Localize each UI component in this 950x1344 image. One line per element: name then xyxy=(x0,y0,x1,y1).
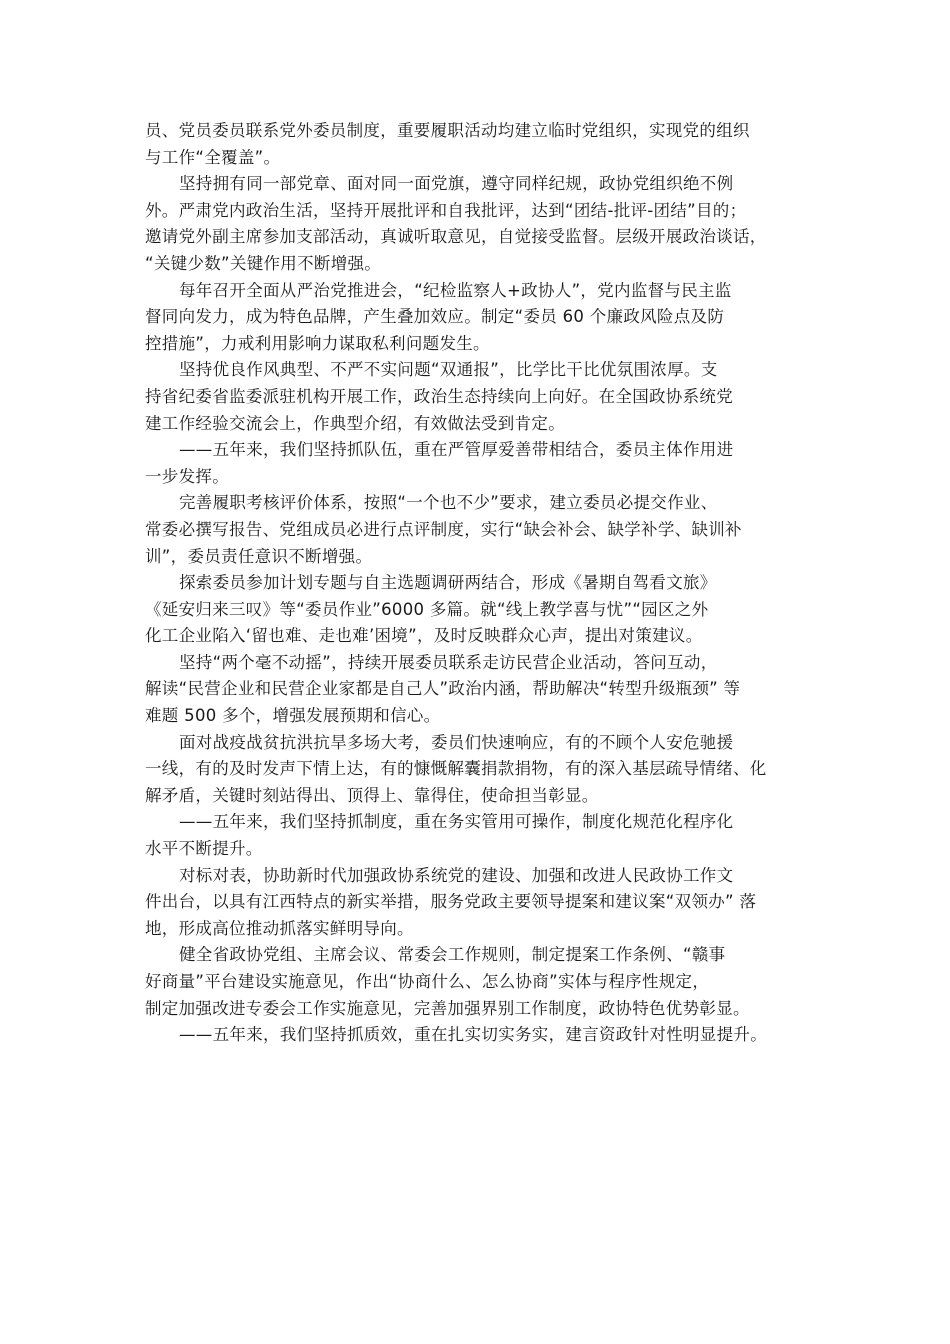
paragraph-first-line: ——五年来，我们坚持抓队伍，重在严管厚爱善带相结合，委员主体作用进 xyxy=(179,440,734,460)
document-body xyxy=(145,118,825,1049)
text-line: 制定加强改进专委会工作实施意见，完善加强界别工作制度，政协特色优势彰显。 xyxy=(145,998,750,1018)
paragraph-first-line: ——五年来，我们坚持抓质效，重在扎实切实务实，建言资政针对性明显提升。 xyxy=(179,1025,767,1045)
text-line: 常委必撰写报告、党组成员必进行点评制度，实行“缺会补会、缺学补学、缺训补 xyxy=(145,519,742,539)
text-line: 持省纪委省监委派驻机构开展工作，政治生态持续向上向好。在全国政协系统党 xyxy=(145,386,733,406)
text-line: 一线，有的及时发声下情上达，有的慷慨解囊捐款捐物，有的深入基层疏导情绪、化 xyxy=(145,759,767,779)
paragraph-first-line: 坚持拥有同一部党章、面对同一面党旗，遵守同样纪规，政协党组织绝不例 xyxy=(179,174,734,194)
text-line: 训”，委员责任意识不断增强。 xyxy=(145,546,373,566)
paragraph-first-line: 面对战疫战贫抗洪抗旱多场大考，委员们快速响应，有的不顾个人安危驰援 xyxy=(179,732,734,752)
text-line: 化工企业陷入‘留也难、走也难’困境”，及时反映群众心声，提出对策建议。 xyxy=(145,626,703,646)
text-line: 一步发挥。 xyxy=(145,466,229,486)
text-line: 《延安归来三叹》等“委员作业”6000 多篇。就“线上教学喜与忧”“园区之外 xyxy=(145,599,709,619)
text-line: 解矛盾，关键时刻站得出、顶得上、靠得住，使命担当彰显。 xyxy=(145,785,599,805)
text-line: 与工作“全覆盖”。 xyxy=(145,147,281,167)
paragraph-first-line: 探索委员参加计划专题与自主选题调研两结合，形成《暑期自驾看文旅》 xyxy=(179,573,717,593)
text-line: 难题 500 多个，增强发展预期和信心。 xyxy=(145,706,441,726)
paragraph-first-line: 完善履职考核评价体系，按照“一个也不少”要求，建立委员必提交作业、 xyxy=(179,493,718,513)
paragraph-first-line: 对标对表，协助新时代加强政协系统党的建设、加强和改进人民政协工作文 xyxy=(179,865,734,885)
text-line: 好商量”平台建设实施意见，作出“协商什么、怎么协商”实体与程序性规定， xyxy=(145,972,710,991)
text-line: 水平不断提升。 xyxy=(145,839,263,859)
paragraph-first-line: 每年召开全面从严治党推进会，“纪检监察人+政协人”，党内监督与民主监 xyxy=(179,280,732,300)
text-line: 解读“民营企业和民营企业家都是自己人”政治内涵，帮助解决“转型升级瓶颈” 等 xyxy=(145,679,741,699)
text-line: 控措施”，力戒利用影响力谋取私利问题发生。 xyxy=(145,333,490,353)
text-line: 督同向发力，成为特色品牌，产生叠加效应。制定“委员 60 个廉政风险点及防 xyxy=(145,307,725,327)
text-line: 建工作经验交流会上，作典型介绍，有效做法受到肯定。 xyxy=(145,413,565,433)
paragraph-first-line: 坚持“两个毫不动摇”，持续开展委员联系走访民营企业活动，答问互动， xyxy=(179,652,718,672)
text-line: 员、党员委员联系党外委员制度，重要履职活动均建立临时党组织，实现党的组织 xyxy=(145,121,750,140)
paragraph-first-line: 健全省政协党组、主席会议、常委会工作规则，制定提案工作条例、“赣事 xyxy=(179,945,726,965)
paragraph-first-line: 坚持优良作风典型、不严不实问题“双通报”，比学比干比优氛围浓厚。支 xyxy=(179,360,718,380)
text-line: 件出台，以具有江西特点的新实举措，服务党政主要领导提案和建议案“双领办” 落 xyxy=(145,892,757,912)
text-line: 外。严肃党内政治生活，坚持开展批评和自我批评，达到“团结-批评-团结”目的； xyxy=(145,200,747,220)
text-line: 地，形成高位推动抓落实鲜明导向。 xyxy=(145,918,414,938)
text-line: “关键少数”关键作用不断增强。 xyxy=(145,253,382,273)
paragraph-first-line: ——五年来，我们坚持抓制度，重在务实管用可操作，制度化规范化程序化 xyxy=(179,812,734,832)
text-line: 邀请党外副主席参加支部活动，真诚听取意见，自觉接受监督。层级开展政治谈话， xyxy=(145,227,767,247)
